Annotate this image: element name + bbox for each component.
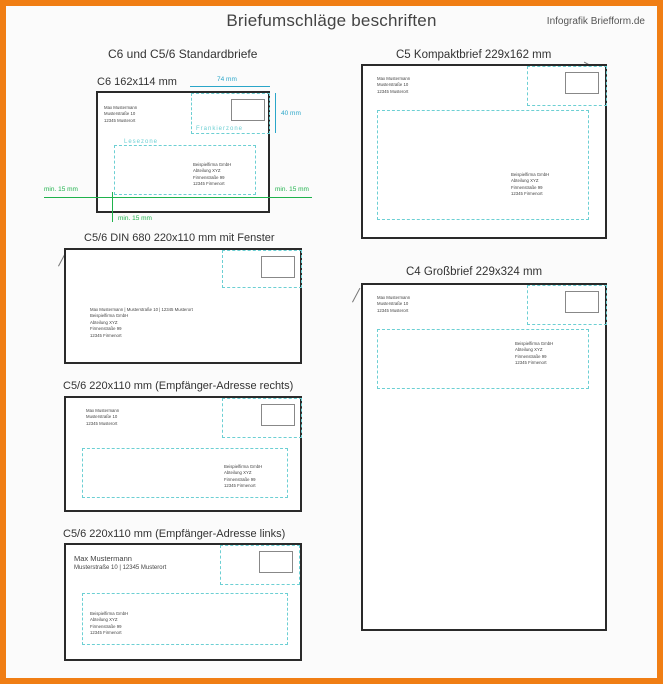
frankier-zone (527, 66, 607, 106)
sender-address: Max Mustermann Musterstraße 10 12345 Musterort (377, 76, 411, 94)
c6-envelope (96, 91, 270, 213)
c6-header: C6 und C5/6 Standardbriefe (108, 47, 258, 61)
dim-40-label: 40 mm (281, 110, 301, 117)
recipient-address: Beispielfirma GmbH Abteilung XYZ Firmenstraße 99 12345 Firmenort (515, 341, 554, 366)
c5-label: C5 Kompaktbrief 229x162 mm (396, 49, 552, 61)
dim-74-label: 74 mm (217, 76, 237, 83)
lese-zone-label: Lesezone (124, 139, 159, 145)
sender-address: Max Mustermann Musterstraße 10 | 12345 Musterort (74, 554, 167, 571)
min-left-label: min. 15 mm (44, 186, 78, 193)
frankier-zone (222, 250, 302, 288)
c5-envelope (361, 64, 607, 239)
dim-74-arrow (190, 86, 270, 87)
lese-zone (377, 110, 589, 220)
margin-line (44, 197, 312, 198)
recipient-address: Beispielfirma GmbH Abteilung XYZ Firmenstraße 99 12345 Firmenort (511, 172, 550, 197)
min-bottom-label: min. 15 mm (118, 215, 152, 222)
recipient-address: Beispielfirma GmbH Abteilung XYZ Firmenstraße 99 12345 Firmenort (193, 162, 232, 187)
sender-address: Max Mustermann Musterstraße 10 12345 Musterort (377, 295, 411, 313)
lese-zone (377, 329, 589, 389)
frankier-zone (222, 398, 302, 438)
credit: Infografik Briefform.de (546, 16, 645, 27)
c56-rechts-envelope (64, 396, 302, 512)
frankier-zone-label: Frankierzone (196, 126, 244, 132)
c4-envelope (361, 283, 607, 631)
window-address: Max Mustermann | Musterstraße 10 | 12345 Musterort Beispielfirma GmbH Abteilung XYZ Firmenstraße 99 12345 Firmenort (90, 307, 193, 338)
c4-label: C4 Großbrief 229x324 mm (406, 266, 543, 278)
min-right-label: min. 15 mm (275, 186, 309, 193)
recipient-address: Beispielfirma GmbH Abteilung XYZ Firmenstraße 99 12345 Firmenort (90, 611, 129, 636)
page-title: Briefumschläge beschriften (226, 11, 437, 30)
c6-label: C6 162x114 mm (97, 76, 177, 88)
sender-address: Max Mustermann Musterstraße 10 12345 Musterort (104, 105, 138, 123)
c56-links-envelope (64, 543, 302, 661)
margin-bottom-line (112, 192, 113, 222)
dim-40-arrow (275, 93, 276, 133)
c56-links-label: C5/6 220x110 mm (Empfänger-Adresse links) (63, 528, 286, 540)
sender-address: Max Mustermann Musterstraße 10 12345 Musterort (86, 408, 120, 426)
frankier-zone (220, 545, 300, 585)
c56-rechts-label: C5/6 220x110 mm (Empfänger-Adresse rechts) (63, 380, 294, 392)
frankier-zone (527, 285, 607, 325)
lese-zone (114, 145, 256, 195)
c56-fenster-label: C5/6 DIN 680 220x110 mm mit Fenster (84, 232, 275, 244)
c56-fenster-envelope (64, 248, 302, 364)
recipient-address: Beispielfirma GmbH Abteilung XYZ Firmenstraße 99 12345 Firmenort (224, 464, 263, 489)
